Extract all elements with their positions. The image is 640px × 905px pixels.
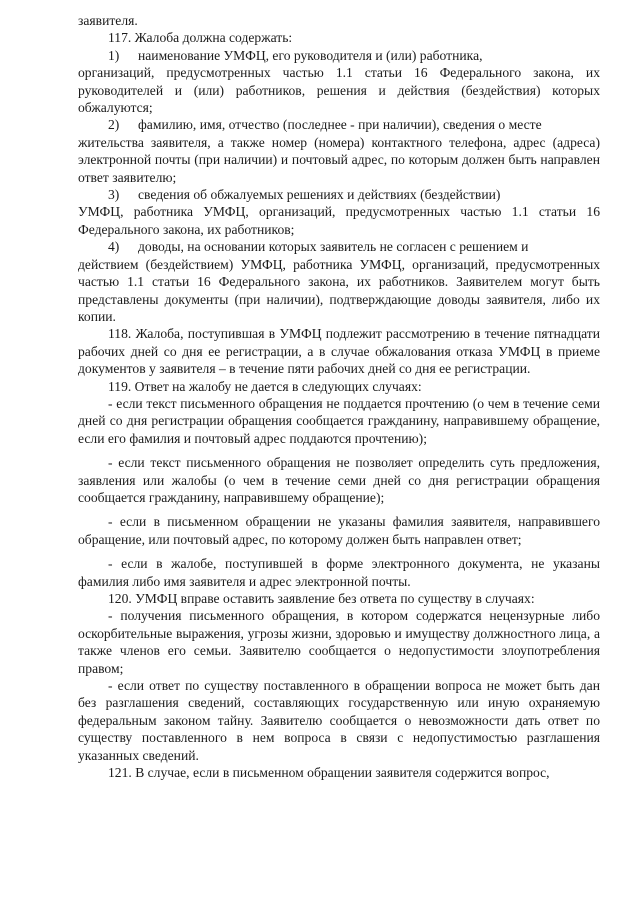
item-number: 4) [108, 239, 120, 255]
clause-117-heading: 117. Жалоба должна содержать: [108, 30, 293, 46]
item-text-rest: действием (бездействием) УМФЦ, работника УМФЦ, организаций, предусмотренных частью 1.1 статьи 16 Федерального закона, их работников. Заявителем могут быть представлены документы (при наличии), подтверждающие доводы заявителя, либо их копии. [78, 256, 600, 324]
clause-117-item-4 [78, 238, 600, 325]
clause-117-item-3 [78, 186, 600, 238]
clause-120-case-b: - если ответ по существу поставленного в обращении вопроса не может быть дан без разглашения сведений, составляющих государственную или иную охраняемую федеральным законом тайну. Заявителю сообщается о невозможности дать ответ по существу поставленного в нем вопроса в связи с недопустимостью разглашения указанных сведений. [78, 678, 600, 763]
item-text-first: сведения об обжалуемых решениях и действиях (бездействии) [138, 187, 501, 203]
clause-120-case-a: - получения письменного обращения, в котором содержатся нецензурные либо оскорбительные выражения, угрозы жизни, здоровью и имуществу должностного лица, а также членов его семьи. Заявителю сообщается о недопустимости злоупотребления правом; [78, 608, 600, 676]
clause-119-case-a: - если текст письменного обращения не поддается прочтению (о чем в течение семи дней со дня регистрации обращения сообщается гражданину, направившему обращение, если его фамилия и почтовый адрес поддаются прочтению); [78, 395, 600, 446]
item-number: 1) [108, 47, 120, 63]
clause-120-heading: 120. УМФЦ вправе оставить заявление без ответа по существу в случаях: [108, 591, 535, 606]
clause-119-case-c: - если в письменном обращении не указаны фамилия заявителя, направившего обращение, или почтовый адрес, по которому должен быть направлен ответ; [78, 514, 600, 547]
clause-119-case-d: - если в жалобе, поступившей в форме электронного документа, не указаны фамилия либо имя заявителя и адрес электронной почты. [78, 556, 600, 589]
text-line-continuation: заявителя. [78, 13, 138, 28]
clause-118: 118. Жалоба, поступившая в УМФЦ подлежит рассмотрению в течение пятнадцати рабочих дней со дня ее регистрации, а в случае обжалования отказа УМФЦ в приеме документов у заявителя – в течение пяти рабочих дней со дня ее регистрации. [78, 326, 600, 377]
clause-117-item-1 [78, 47, 600, 117]
clause-117-item-2 [78, 116, 600, 186]
item-text-rest: жительства заявителя, а также номер (номера) контактного телефона, адрес (адреса) электронной почты (при наличии) и почтовый адрес, по которым должен быть направлен ответ заявителю; [78, 134, 600, 185]
item-number: 2) [108, 117, 120, 133]
item-number: 3) [108, 187, 120, 203]
item-text-first: фамилию, имя, отчество (последнее - при наличии), сведения о месте [138, 117, 542, 133]
item-text-first: наименование УМФЦ, его руководителя и (или) работника, [138, 47, 483, 63]
clause-119-case-b: - если текст письменного обращения не позволяет определить суть предложения, заявления или жалобы (о чем в течение семи дней со дня регистрации обращения сообщается гражданину, направившему обращение); [78, 455, 600, 505]
clause-119-heading: 119. Ответ на жалобу не дается в следующих случаях: [108, 378, 422, 394]
item-text-rest: организаций, предусмотренных частью 1.1 статьи 16 Федерального закона, их руководителей и (или) работников, решения и действия (бездействия) которых обжалуются; [78, 65, 600, 116]
item-text-first: доводы, на основании которых заявитель не согласен с решением и [138, 239, 529, 255]
clause-121: 121. В случае, если в письменном обращении заявителя содержится вопрос, [108, 765, 550, 781]
item-text-rest: УМФЦ, работника УМФЦ, организаций, предусмотренных частью 1.1 статьи 16 Федерального закона, их работников; [78, 204, 600, 237]
